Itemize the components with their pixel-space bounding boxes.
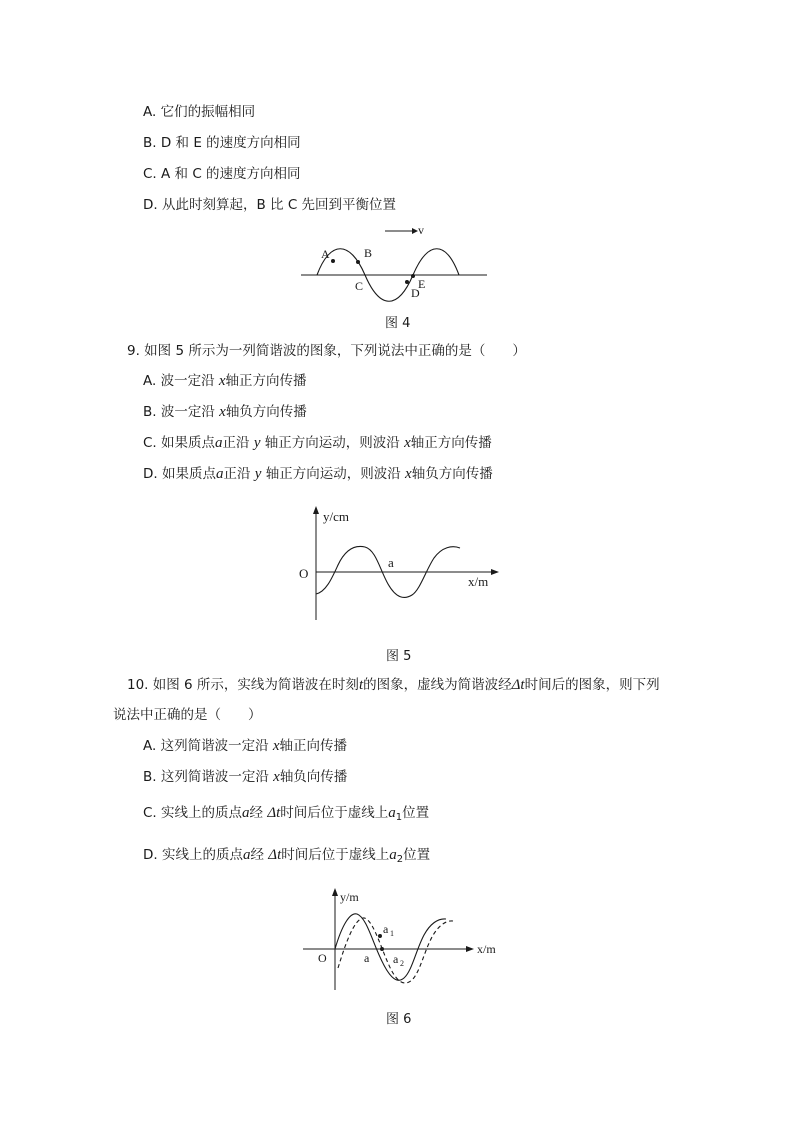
var-a: a — [215, 435, 223, 451]
fig5-point-a-label: a — [388, 555, 394, 570]
fig6-x-label: x/m — [477, 942, 496, 956]
fig6-point-a-label: a — [364, 951, 370, 965]
fig6-solid-wave — [335, 914, 446, 980]
q9-option-b-text: B. 波一定沿 — [143, 404, 220, 420]
var-a: a — [242, 847, 251, 863]
fig6-y-label: y/m — [340, 890, 359, 904]
var-delta-t: Δt — [267, 805, 281, 821]
q10-option-d-text: 经 — [250, 847, 269, 863]
fig6-point-a2-subscript: 2 — [400, 959, 404, 968]
q9-option-d-text-end: 轴负方向传播 — [411, 466, 493, 482]
var-y: y — [253, 435, 261, 451]
q8-option-a: A. 它们的振幅相同 — [143, 104, 256, 120]
q9-option-d-text: 正沿 — [223, 466, 255, 482]
fig5-caption: 图 5 — [386, 649, 412, 664]
q9-option-c-text: C. 如果质点 — [143, 435, 216, 451]
q10-option-c-text-end: 位置 — [402, 805, 430, 821]
fig6-point-a2-label: a — [393, 952, 399, 966]
fig5-origin: O — [299, 566, 309, 581]
var-a2-subscript: 2 — [396, 854, 404, 865]
q9-option-c-text: 轴正方向运动，则波沿 — [260, 435, 405, 451]
q10-stem-line2: 说法中正确的是（ ） — [113, 707, 262, 723]
q9-stem: 9. 如图 5 所示为一列简谐波的图象，下列说法中正确的是（ ） — [127, 343, 526, 359]
fig4-label-a: A — [321, 247, 330, 261]
var-a1-subscript: 1 — [395, 812, 403, 823]
fig6-point-a2-dot — [380, 947, 384, 951]
var-a: a — [215, 466, 224, 482]
fig6-point-a1-label: a — [383, 922, 389, 936]
var-x: x — [405, 466, 412, 482]
q9-option-a-text-end: 轴正方向传播 — [225, 373, 307, 389]
var-a1: a — [388, 805, 396, 821]
fig5-x-label: x/m — [468, 574, 489, 589]
q8-option-b: B. D 和 E 的速度方向相同 — [143, 135, 301, 151]
q9-option-d-text: D. 如果质点 — [143, 466, 216, 482]
fig6-origin: O — [318, 951, 327, 965]
fig4-v-label: v — [418, 223, 424, 237]
fig6-dashed-wave — [338, 918, 453, 983]
q10-option-c-text: 经 — [249, 805, 268, 821]
fig6-point-a1-subscript: 1 — [390, 929, 394, 938]
q8-option-c: C. A 和 C 的速度方向相同 — [143, 166, 301, 182]
q9-option-c-text: 正沿 — [222, 435, 254, 451]
var-y: y — [254, 466, 262, 482]
var-delta-t: Δt — [511, 677, 525, 693]
q10-option-d-text-end: 位置 — [403, 847, 431, 863]
q8-option-d: D. 从此时刻算起，B 比 C 先回到平衡位置 — [143, 197, 397, 213]
q9-option-d-text: 轴正方向运动，则波沿 — [261, 466, 406, 482]
var-x: x — [273, 769, 280, 785]
fig4-label-d: D — [411, 286, 420, 300]
q10-option-a-text: A. 这列简谐波一定沿 — [143, 738, 273, 754]
var-x: x — [219, 404, 226, 420]
fig5-y-label: y/cm — [323, 509, 349, 524]
fig4-label-c: C — [355, 279, 364, 293]
fig6-caption: 图 6 — [386, 1012, 412, 1027]
fig6-y-arrowhead — [332, 888, 338, 896]
fig4-label-b: B — [364, 246, 373, 260]
q10-option-c-text: 时间后位于虚线上 — [280, 805, 389, 821]
var-x: x — [272, 738, 280, 754]
q10-option-d-text: D. 实线上的质点 — [143, 847, 243, 863]
fig4-caption: 图 4 — [385, 316, 411, 331]
q9-option-a-text: A. 波一定沿 — [143, 373, 219, 389]
fig6-point-a1-dot — [378, 934, 382, 938]
fig6-x-arrowhead — [466, 946, 474, 952]
fig4-label-e: E — [418, 277, 426, 291]
var-delta-t: Δt — [268, 847, 282, 863]
q10-option-c-text: C. 实线上的质点 — [143, 805, 243, 821]
var-a2: a — [389, 847, 397, 863]
q10-stem-text: 的图象，虚线为简谐波经 — [363, 677, 512, 693]
q9-option-c-text-end: 轴正方向传播 — [410, 435, 492, 451]
var-x: x — [404, 435, 411, 451]
var-a: a — [242, 805, 250, 821]
q10-option-b-text-end: 轴负向传播 — [279, 769, 348, 785]
var-t: t — [358, 677, 364, 693]
q10-stem-text: 10. 如图 6 所示，实线为简谐波在时刻 — [127, 677, 359, 693]
q10-stem-text: 时间后的图象，则下列 — [524, 677, 660, 693]
var-x: x — [218, 373, 226, 389]
q9-option-b-text-end: 轴负方向传播 — [225, 404, 307, 420]
q10-option-d-text: 时间后位于虚线上 — [281, 847, 390, 863]
q10-option-a-text-end: 轴正向传播 — [279, 738, 348, 754]
q10-option-b-text: B. 这列简谐波一定沿 — [143, 769, 274, 785]
